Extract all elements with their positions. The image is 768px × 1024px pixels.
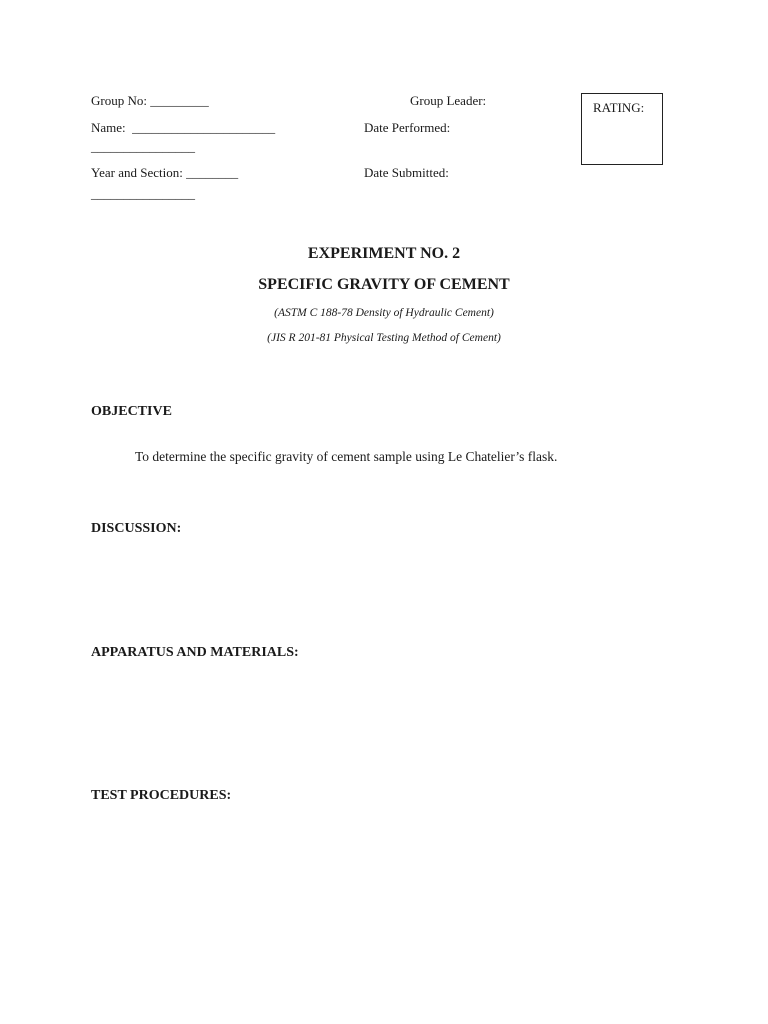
group-leader-field: Group Leader: <box>410 93 487 108</box>
jis-reference: (JIS R 201-81 Physical Testing Method of Cement) <box>267 332 501 344</box>
objective-heading: OBJECTIVE <box>91 404 172 419</box>
test-procedures-heading: TEST PROCEDURES: <box>91 788 232 803</box>
astm-reference: (ASTM C 188-78 Density of Hydraulic Cement) <box>274 307 494 319</box>
date-performed-field: Date Performed: <box>364 120 451 135</box>
name-field-continuation: ________________ <box>91 139 195 154</box>
year-section-continuation: ________________ <box>91 186 195 201</box>
experiment-number: EXPERIMENT NO. 2 <box>307 245 461 262</box>
group-no-field: Group No: _________ <box>91 93 209 108</box>
discussion-heading: DISCUSSION: <box>91 521 182 536</box>
rating-box <box>581 93 663 165</box>
date-submitted-field: Date Submitted: <box>364 165 449 180</box>
experiment-title: SPECIFIC GRAVITY OF CEMENT <box>258 276 510 293</box>
name-field: Name: ______________________ <box>91 120 276 135</box>
apparatus-heading: APPARATUS AND MATERIALS: <box>91 645 299 660</box>
objective-text: To determine the specific gravity of cement sample using Le Chatelier’s flask. <box>135 449 558 464</box>
year-section-field: Year and Section: ________ <box>91 165 239 180</box>
rating-label: RATING: <box>593 100 645 115</box>
